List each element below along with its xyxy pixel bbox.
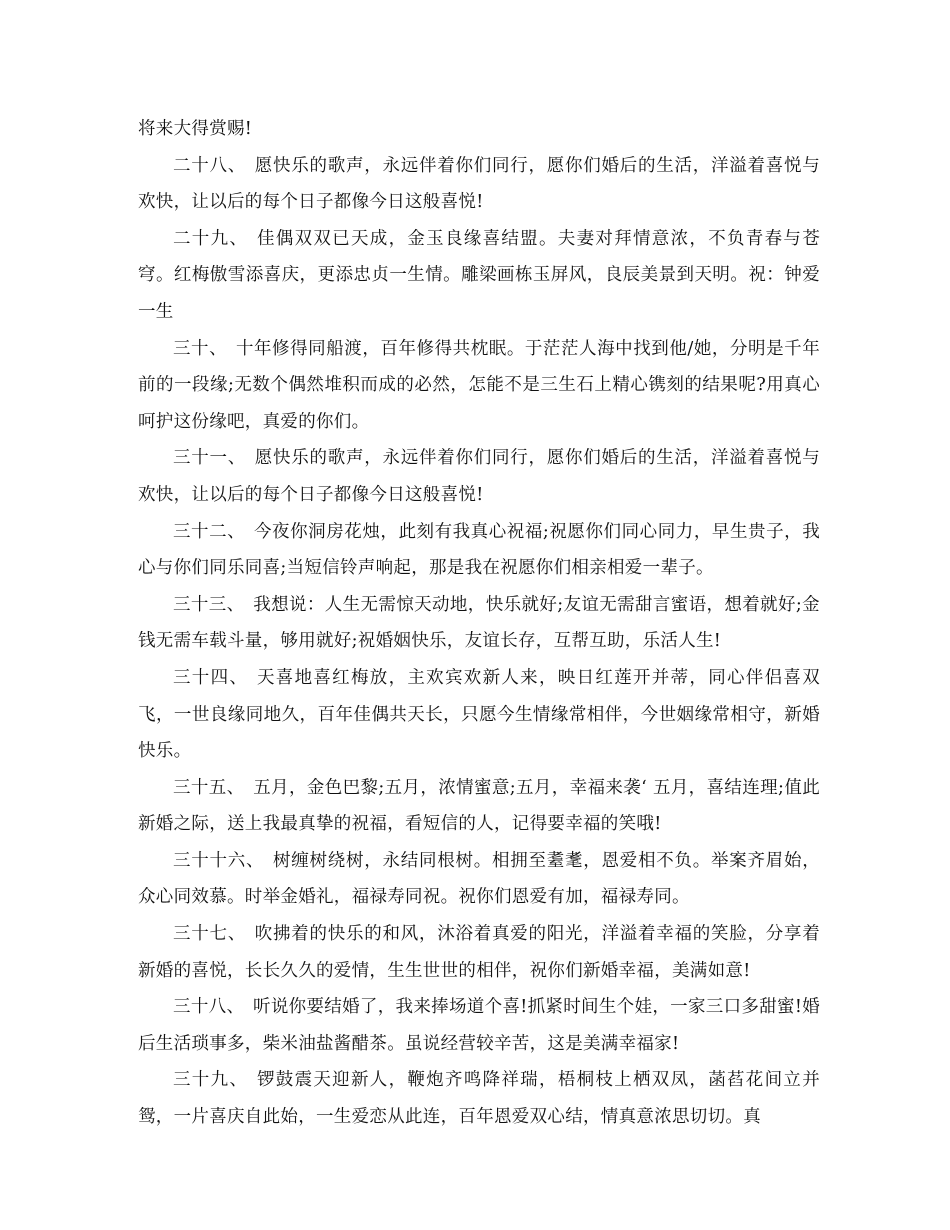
paragraph-number: 二十九、 — [173, 228, 249, 249]
blessing-paragraph-35 — [138, 770, 820, 843]
paragraph-text: 今夜你洞房花烛，此刻有我真心祝福;祝愿你们同心同力，早生贵子，我心与你们同乐同喜;当短信铃声响起，那是我在祝愿你们相亲相爱一辈子。 — [138, 521, 820, 579]
paragraph-number: 三十九、 — [173, 1070, 249, 1091]
blessing-paragraph-32 — [138, 514, 820, 587]
paragraph-text: 吹拂着的快乐的和风，沐浴着真爱的阳光，洋溢着幸福的笑脸，分享着新婚的喜悦，长长久久的爱情，生生世世的相伴，祝你们新婚幸福，美满如意! — [138, 924, 820, 981]
paragraph-number: 三十三、 — [173, 594, 245, 615]
blessing-paragraph-28 — [138, 148, 820, 221]
blessing-paragraph-39 — [138, 1062, 820, 1135]
blessing-paragraph-37 — [138, 916, 820, 989]
paragraph-text: 我想说：人生无需惊天动地，快乐就好;友谊无需甜言蜜语，想着就好;金钱无需车载斗量，够用就好;祝婚姻快乐，友谊长存，互帮互助，乐活人生! — [138, 594, 820, 652]
paragraph-number: 三十八、 — [173, 997, 245, 1018]
paragraph-text: 树缠树绕树，永结同根树。相拥至耋耄，恩爱相不负。举案齐眉始，众心同效慕。时举金婚礼，福禄寿同祝。祝你们恩爱有加，福禄寿同。 — [138, 850, 821, 908]
blessing-paragraph-36 — [138, 843, 820, 916]
paragraph-text: 听说你要结婚了，我来捧场道个喜!抓紧时间生个娃，一家三口多甜蜜!婚后生活琐事多，柴米油盐酱醋茶。虽说经营较辛苦，这是美满幸福家! — [138, 997, 820, 1054]
paragraph-text: 五月，金色巴黎;五月，浓情蜜意;五月，幸福来袭‘ 五月，喜结连理;值此新婚之际，送上我最真挚的祝福，看短信的人，记得要幸福的笑哦! — [138, 777, 820, 835]
paragraph-text: 天喜地喜红梅放，主欢宾欢新人来，映日红莲开并蒂，同心伴侣喜双飞，一世良缘同地久，百年佳偶共天长，只愿今生情缘常相伴，今世姻缘常相守，新婚快乐。 — [138, 667, 821, 762]
paragraph-text: 佳偶双双已天成，金玉良缘喜结盟。夫妻对拜情意浓，不负青春与苍穹。红梅傲雪添喜庆，更添忠贞一生情。雕梁画栋玉屏风，良辰美景到天明。祝：钟爱一生 — [138, 228, 821, 322]
paragraph-text: 十年修得同船渡，百年修得共枕眠。于茫茫人海中找到他/她，分明是千年前的一段缘;无数个偶然堆积而成的必然，怎能不是三生石上精心镌刻的结果呢?用真心呵护这份缘吧，真爱的你们。 — [138, 338, 821, 432]
paragraph-number: 三十、 — [173, 338, 228, 359]
paragraph-text: 愿快乐的歌声，永远伴着你们同行，愿你们婚后的生活，洋溢着喜悦与欢快，让以后的每个日子都像今日这般喜悦! — [138, 155, 820, 213]
blessing-paragraph-33 — [138, 587, 820, 660]
paragraph-text: 锣鼓震天迎新人，鞭炮齐鸣降祥瑞，梧桐枝上栖双凤，菡萏花间立并鸳，一片喜庆自此始，一生爱恋从此连，百年恩爱双心结，情真意浓思切切。真 — [138, 1070, 821, 1128]
blessing-paragraph-38 — [138, 989, 820, 1062]
document-body — [138, 111, 820, 1136]
paragraph-number: 三十四、 — [173, 667, 249, 688]
paragraph-number: 三十十六、 — [173, 850, 265, 871]
blessing-paragraph-29 — [138, 221, 820, 331]
paragraph-text: 愿快乐的歌声，永远伴着你们同行，愿你们婚后的生活，洋溢着喜悦与欢快，让以后的每个日子都像今日这般喜悦! — [138, 448, 820, 505]
paragraph-number: 二十八、 — [173, 155, 246, 176]
blessing-paragraph-31 — [138, 440, 820, 513]
paragraph-number: 三十七、 — [173, 924, 246, 945]
blessing-paragraph-34 — [138, 660, 820, 770]
continuation-text: 将来大得赏赐! — [138, 119, 253, 139]
paragraph-number: 三十五、 — [173, 777, 245, 798]
paragraph-number: 三十二、 — [173, 521, 246, 542]
paragraph-number: 三十一、 — [173, 448, 246, 469]
blessing-paragraph-30 — [138, 331, 820, 441]
